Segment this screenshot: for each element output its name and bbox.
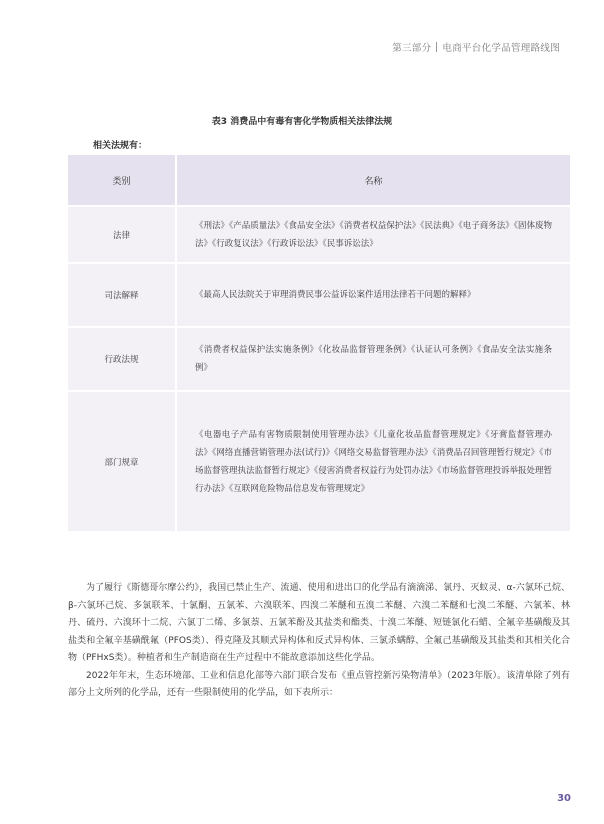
table-row [68,206,570,263]
table-title: 表3 消费品中有毒有害化学物质相关法律法规 [211,117,393,127]
row-names: 《电器电子产品有害物质限制使用管理办法》《儿童化妆品监督管理规定》《牙膏监督管理办法》《网络直播营销管理办法(试行)》《网络交易监督管理办法》《消费品召回管理暂行规定》《市场监督管理执法监督暂行规定》《侵害消费者权益行为处罚办法》《市场监督管理投诉举报处理暂行办法》《互联网危险物品信息发布管理规定》 [176,391,570,532]
row-names: 《刑法》《产品质量法》《食品安全法》《消费者权益保护法》《民法典》《电子商务法》《固体废物法》《行政复议法》《行政诉讼法》《民事诉讼法》 [176,206,570,263]
table-row [68,263,570,327]
page-number: 30 [557,793,571,804]
header-title: 电商平台化学品管理路线图 [442,43,560,54]
row-names: 《消费者权益保护法实施条例》《化妆品监督管理条例》《认证认可条例》《食品安全法实施条例》 [176,327,570,391]
row-category: 司法解释 [68,263,176,327]
paragraph: 2022年年末，生态环境部、工业和信息化部等六部门联合发布《重点管控新污染物清单》（2023年版）。该清单除了列有部分上文所列的化学品，还有一些限制使用的化学品，如下表所示： [68,670,570,698]
row-category: 法律 [68,206,176,263]
column-header-name: 名称 [176,155,570,206]
column-header-category: 类别 [68,155,176,206]
table-row [68,327,570,391]
regulations-table [68,155,570,533]
paragraph: 为了履行《斯德哥尔摩公约》，我国已禁止生产、流通、使用和进出口的化学品有滴滴涕、氯丹、灭蚁灵、α-六氯环己烷、β-六氯环己烷、多氯联苯、十氯酮、五氯苯、六溴联苯、四溴二苯醚和五溴二苯醚、六溴二苯醚和七溴二苯醚、六氯苯、林丹、硫丹、六溴环十二烷、六氯丁二烯、多氯萘、五氯苯酚及其盐类和酯类、十溴二苯醚、短链氯化石蜡、全氟辛基磺酸及其盐类和全氟辛基磺酰氟（PFOS类）、得克隆及其顺式异构体和反式异构体、三氯杀螨醇、全氟己基磺酸及其盐类和其相关化合物（PFHxS类）。种植者和生产制造商在生产过程中不能故意添加这些化学品。 [68,583,570,663]
header-separator [436,42,437,52]
row-category: 行政法规 [68,327,176,391]
table-header-row [68,155,570,206]
body-text [68,580,570,703]
row-category: 部门规章 [68,391,176,532]
table-row [68,391,570,532]
row-names: 《最高人民法院关于审理消费民事公益诉讼案件适用法律若干问题的解释》 [176,263,570,327]
table-subheading: 相关法规有： [93,141,148,151]
running-header [392,40,560,54]
header-part: 第三部分 [392,43,432,54]
